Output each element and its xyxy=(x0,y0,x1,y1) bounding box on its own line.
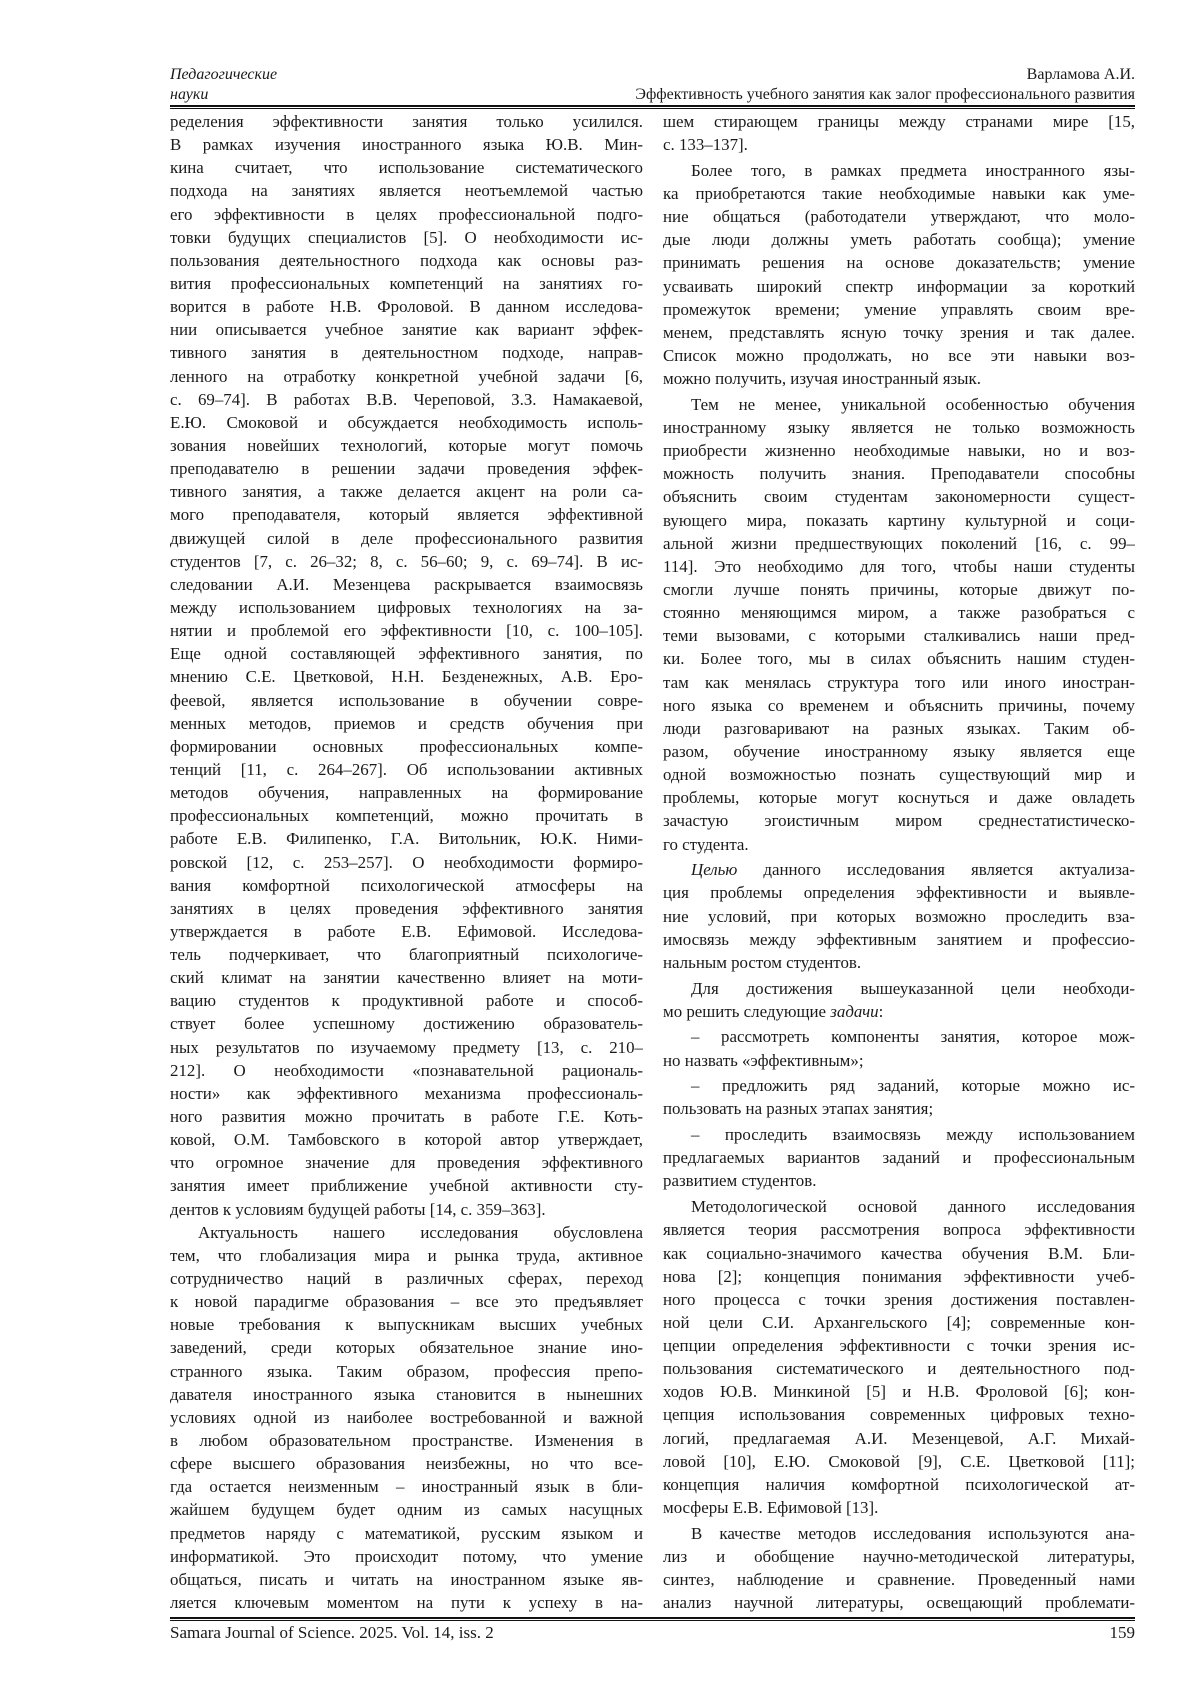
text-line: предметов наряду с математикой, русским языком и xyxy=(170,1522,643,1545)
text-line: проблемы, которые могут коснуться и даже овладеть xyxy=(663,786,1135,809)
text-line: дые люди должны уметь работать сообща); умение xyxy=(663,228,1135,251)
text-line: ляется ключевым моментом на пути к успеху в на- xyxy=(170,1591,643,1614)
text-line: условиях одной из наиболее востребованной и важной xyxy=(170,1406,643,1429)
page-number: 159 xyxy=(1110,1622,1136,1644)
text-line xyxy=(663,1000,1135,1023)
text-line: нальным ростом студентов. xyxy=(663,951,1135,974)
text-line: можно получить, изучая иностранный язык. xyxy=(663,367,1135,390)
text-line: можность получить знания. Преподаватели способны xyxy=(663,462,1135,485)
text-span: : xyxy=(879,1002,884,1021)
text-line: кина считает, что использование систематического xyxy=(170,156,643,179)
paragraph xyxy=(170,110,643,1221)
text-line: Е.Ю. Смоковой и обсуждается необходимость исполь- xyxy=(170,411,643,434)
text-line: методов обучения, направленных на формирование xyxy=(170,781,643,804)
text-line: вующего мира, показать картину культурной и соци- xyxy=(663,509,1135,532)
text-line: приобрести жизненно необходимые навыки, но и воз- xyxy=(663,439,1135,462)
paragraph xyxy=(663,1522,1135,1615)
paragraph xyxy=(663,858,1135,974)
text-line: ка приобретаются такие необходимые навыки как уме- xyxy=(663,182,1135,205)
text-line: стоянно меняющимся миром, а также разобраться с xyxy=(663,601,1135,624)
text-line: в любом образовательном пространстве. Изменения в xyxy=(170,1429,643,1452)
text-line: ного процесса с точки зрения достижения поставлен- xyxy=(663,1288,1135,1311)
text-line: странного языка. Таким образом, профессия препо- xyxy=(170,1360,643,1383)
text-line: товки будущих специалистов [5]. О необходимости ис- xyxy=(170,226,643,249)
text-line: имосвязь между эффективным занятием и профессио- xyxy=(663,928,1135,951)
text-line: ности» как эффективного механизма профессиональ- xyxy=(170,1082,643,1105)
paragraph xyxy=(663,1195,1135,1519)
paragraph xyxy=(663,393,1135,856)
text-line: промежуток времени; умение управлять своим вре- xyxy=(663,298,1135,321)
text-line: В рамках изучения иностранного языка Ю.В. Мин- xyxy=(170,133,643,156)
text-line: лиз и обобщение научно-методической литературы, xyxy=(663,1545,1135,1568)
journal-citation: Samara Journal of Science. 2025. Vol. 14, iss. 2 xyxy=(170,1623,494,1642)
text-line: ных результатов по изучаемому предмету [13, с. 210– xyxy=(170,1036,643,1059)
left-column xyxy=(170,110,643,1614)
text-line: мнению С.Е. Цветковой, Н.Н. Безденежных, А.В. Еро- xyxy=(170,665,643,688)
text-line: дентов к условиям будущей работы [14, с. 359–363]. xyxy=(170,1198,643,1221)
text-line: смогли лучше понять причины, которые движут по- xyxy=(663,578,1135,601)
text-line: – проследить взаимосвязь между использованием xyxy=(663,1123,1135,1146)
text-line: вацию студентов к продуктивной работе и способ- xyxy=(170,989,643,1012)
text-line: ствует более успешному достижению образователь- xyxy=(170,1012,643,1035)
text-line: но назвать «эффективным»; xyxy=(663,1049,1135,1072)
text-line: ворится в работе Н.В. Фроловой. В данном исследова- xyxy=(170,295,643,318)
italic-term: задачи xyxy=(830,1002,878,1021)
section-name-cont: науки xyxy=(170,85,208,105)
text-line: движущей силой в деле профессионального развития xyxy=(170,527,643,550)
text-line: вития профессиональных компетенций на занятиях го- xyxy=(170,272,643,295)
text-line: к новой парадигме образования – все это предъявляет xyxy=(170,1290,643,1313)
paragraph xyxy=(663,1025,1135,1071)
text-line: ровской [12, с. 253–257]. О необходимости формиро- xyxy=(170,851,643,874)
text-line: разом, обучение иностранному языку является еще xyxy=(663,740,1135,763)
text-line: сфере высшего образования неизбежны, но что все- xyxy=(170,1452,643,1475)
text-line: работе Е.В. Филипенко, Г.А. Витольник, Ю.К. Ними- xyxy=(170,827,643,850)
paragraph xyxy=(170,1221,643,1614)
text-line: профессиональных компетенций, можно прочитать в xyxy=(170,804,643,827)
text-line: ки. Более того, мы в силах объяснить нашим студен- xyxy=(663,647,1135,670)
text-line: является теория рассмотрения вопроса эффективности xyxy=(663,1218,1135,1241)
paragraph xyxy=(663,977,1135,1023)
text-line: ция проблемы определения эффективности и выявле- xyxy=(663,881,1135,904)
text-line: логий, предлагаемая А.И. Мезенцевой, А.Г. Михай- xyxy=(663,1427,1135,1450)
text-line: ходов Ю.В. Минкиной [5] и Н.В. Фроловой [6]; кон- xyxy=(663,1380,1135,1403)
text-line: Более того, в рамках предмета иностранного язы- xyxy=(663,159,1135,182)
text-line: ного развития можно прочитать в работе Г.Е. Коть- xyxy=(170,1105,643,1128)
text-line: между использованием цифровых технологиях на за- xyxy=(170,596,643,619)
text-line: утверждается в работе Е.В. Ефимовой. Исследова- xyxy=(170,920,643,943)
text-line: мого преподавателя, который является эффективной xyxy=(170,503,643,526)
text-line: ковой, О.М. Тамбовского в которой автор утверждает, xyxy=(170,1128,643,1151)
text-line: Список можно продолжать, но все эти навыки воз- xyxy=(663,344,1135,367)
text-line: с. 133–137]. xyxy=(663,133,1135,156)
footer-rule xyxy=(170,1617,1135,1619)
text-line: следовании А.И. Мезенцева раскрывается взаимосвязь xyxy=(170,573,643,596)
text-line: занятия имеет приближение учебной активности сту- xyxy=(170,1174,643,1197)
text-line: мосферы Е.В. Ефимовой [13]. xyxy=(663,1496,1135,1519)
text-line: формировании основных профессиональных компе- xyxy=(170,735,643,758)
text-line: Тем не менее, уникальной особенностью обучения xyxy=(663,393,1135,416)
page-footer xyxy=(170,1622,1135,1644)
text-line: иностранному языку является не только возможность xyxy=(663,416,1135,439)
text-line: ский климат на занятии качественно влияет на моти- xyxy=(170,966,643,989)
text-line: цепция использования современных цифровых техно- xyxy=(663,1403,1135,1426)
text-line: тель подчеркивает, что благоприятный психологиче- xyxy=(170,943,643,966)
text-line: принимать решения на основе доказательств; умение xyxy=(663,251,1135,274)
text-line: теми вызовами, с которыми сталкивались наши пред- xyxy=(663,624,1135,647)
text-line: зования новейших технологий, которые могут помочь xyxy=(170,434,643,457)
text-line: тивного занятия, а также делается акцент на роли са- xyxy=(170,480,643,503)
text-line: концепция наличия комфортной психологической ат- xyxy=(663,1473,1135,1496)
text-line: жайшем будущем будет одним из самых насущных xyxy=(170,1498,643,1521)
text-line: феевой, является использование в обучении совре- xyxy=(170,689,643,712)
text-line: ние общаться (работодатели утверждают, что моло- xyxy=(663,205,1135,228)
text-line: ловой [10], Е.Ю. Смоковой [9], С.Е. Цветковой [11]; xyxy=(663,1450,1135,1473)
text-span: данного исследования является актуализа- xyxy=(737,860,1135,879)
text-line: что огромное значение для проведения эффективного xyxy=(170,1151,643,1174)
text-line: его эффективности в целях профессиональной подго- xyxy=(170,203,643,226)
text-line: объяснить своим студентам закономерности сущест- xyxy=(663,485,1135,508)
text-line: люди разговаривают на разных языках. Таким об- xyxy=(663,717,1135,740)
paragraph xyxy=(663,110,1135,156)
text-span: мо решить следующие xyxy=(663,1002,830,1021)
text-line: ной цели С.И. Архангельского [4]; современные кон- xyxy=(663,1311,1135,1334)
text-line: анализ научной литературы, освещающий проблемати- xyxy=(663,1591,1135,1614)
section-name: Педагогические xyxy=(170,65,277,85)
text-line: заведений, среди которых обязательное знание ино- xyxy=(170,1336,643,1359)
text-line: синтез, наблюдение и сравнение. Проведенный нами xyxy=(663,1568,1135,1591)
text-line: нятии и проблемой его эффективности [10, с. 100–105]. xyxy=(170,619,643,642)
text-line: Еще одной составляющей эффективного занятия, по xyxy=(170,642,643,665)
text-line: сотрудничество наций в различных сферах, переход xyxy=(170,1267,643,1290)
text-line: пользования деятельностного подхода как основы раз- xyxy=(170,249,643,272)
text-line: усваивать широкий спектр информации за короткий xyxy=(663,275,1135,298)
text-line: 114]. Это необходимо для того, чтобы наши студенты xyxy=(663,555,1135,578)
text-line: тивного занятия в деятельностном подходе, направ- xyxy=(170,341,643,364)
header-rule xyxy=(170,105,1135,107)
article-title: Эффективность учебного занятия как залог профессионального развития xyxy=(635,85,1135,105)
text-line: менем, представлять ясную точку зрения и так далее. xyxy=(663,321,1135,344)
text-line: пользовать на разных этапах занятия; xyxy=(663,1097,1135,1120)
text-line: менных методов, приемов и средств обучения при xyxy=(170,712,643,735)
text-line: предлагаемых вариантов заданий и профессиональным xyxy=(663,1146,1135,1169)
text-line: новые требования к выпускникам высших учебных xyxy=(170,1313,643,1336)
paragraph xyxy=(663,1074,1135,1120)
right-column xyxy=(663,110,1135,1614)
text-line: Методологической основой данного исследования xyxy=(663,1195,1135,1218)
text-line: нова [2]; концепция понимания эффективности учеб- xyxy=(663,1265,1135,1288)
text-line: Для достижения вышеуказанной цели необходи- xyxy=(663,977,1135,1000)
text-line: подхода на занятиях является неотъемлемой частью xyxy=(170,179,643,202)
text-line: тенций [11, с. 264–267]. Об использовании активных xyxy=(170,758,643,781)
text-line: Актуальность нашего исследования обусловлена xyxy=(170,1221,643,1244)
paragraph xyxy=(663,159,1135,390)
text-line: зачастую эгоистичным миром среднестатистическо- xyxy=(663,809,1135,832)
text-line: занятиях в целях проведения эффективного занятия xyxy=(170,897,643,920)
text-line: – рассмотреть компоненты занятия, которое мож- xyxy=(663,1025,1135,1048)
text-line: – предложить ряд заданий, которые можно ис- xyxy=(663,1074,1135,1097)
text-line: го студента. xyxy=(663,833,1135,856)
text-line: пользования систематического и деятельностного под- xyxy=(663,1357,1135,1380)
text-line: вания комфортной психологической атмосферы на xyxy=(170,874,643,897)
author-name: Варламова А.И. xyxy=(1027,65,1135,85)
text-line: ного языка со временем и объяснить причины, почему xyxy=(663,694,1135,717)
text-line: студентов [7, с. 26–32; 8, с. 56–60; 9, с. 69–74]. В ис- xyxy=(170,550,643,573)
text-line: общаться, писать и читать на иностранном языке яв- xyxy=(170,1568,643,1591)
text-line: нии описывается учебное занятие как вариант эффек- xyxy=(170,318,643,341)
text-line: альной жизни предшествующих поколений [16, с. 99– xyxy=(663,532,1135,555)
text-line: тем, что глобализация мира и рынка труда, активное xyxy=(170,1244,643,1267)
paragraph xyxy=(663,1123,1135,1192)
text-line: информатикой. Это происходит потому, что умение xyxy=(170,1545,643,1568)
text-line: 212]. О необходимости «познавательной рациональ- xyxy=(170,1059,643,1082)
text-line: В качестве методов исследования используются ана- xyxy=(663,1522,1135,1545)
text-line: ленного на отработку конкретной учебной задачи [6, xyxy=(170,365,643,388)
text-line: там как менялась структура того или иного иностран- xyxy=(663,671,1135,694)
text-line: давателя иностранного языка становится в нынешних xyxy=(170,1383,643,1406)
text-line: ние условий, при которых возможно проследить вза- xyxy=(663,905,1135,928)
text-line: одной возможностью познать существующий мир и xyxy=(663,763,1135,786)
text-line: развитием студентов. xyxy=(663,1169,1135,1192)
text-line: ределения эффективности занятия только усилился. xyxy=(170,110,643,133)
text-line: преподавателю в решении задачи проведения эффек- xyxy=(170,457,643,480)
text-line: гда остается неизменным – иностранный язык в бли- xyxy=(170,1475,643,1498)
text-line: цепции определения эффективности с точки зрения ис- xyxy=(663,1334,1135,1357)
text-line: шем стирающем границы между странами мире [15, xyxy=(663,110,1135,133)
text-line: как социально-значимого качества обучения В.М. Бли- xyxy=(663,1242,1135,1265)
text-line xyxy=(663,858,1135,881)
text-line: с. 69–74]. В работах В.В. Череповой, З.З. Намакаевой, xyxy=(170,388,643,411)
italic-term: Целью xyxy=(691,860,737,879)
